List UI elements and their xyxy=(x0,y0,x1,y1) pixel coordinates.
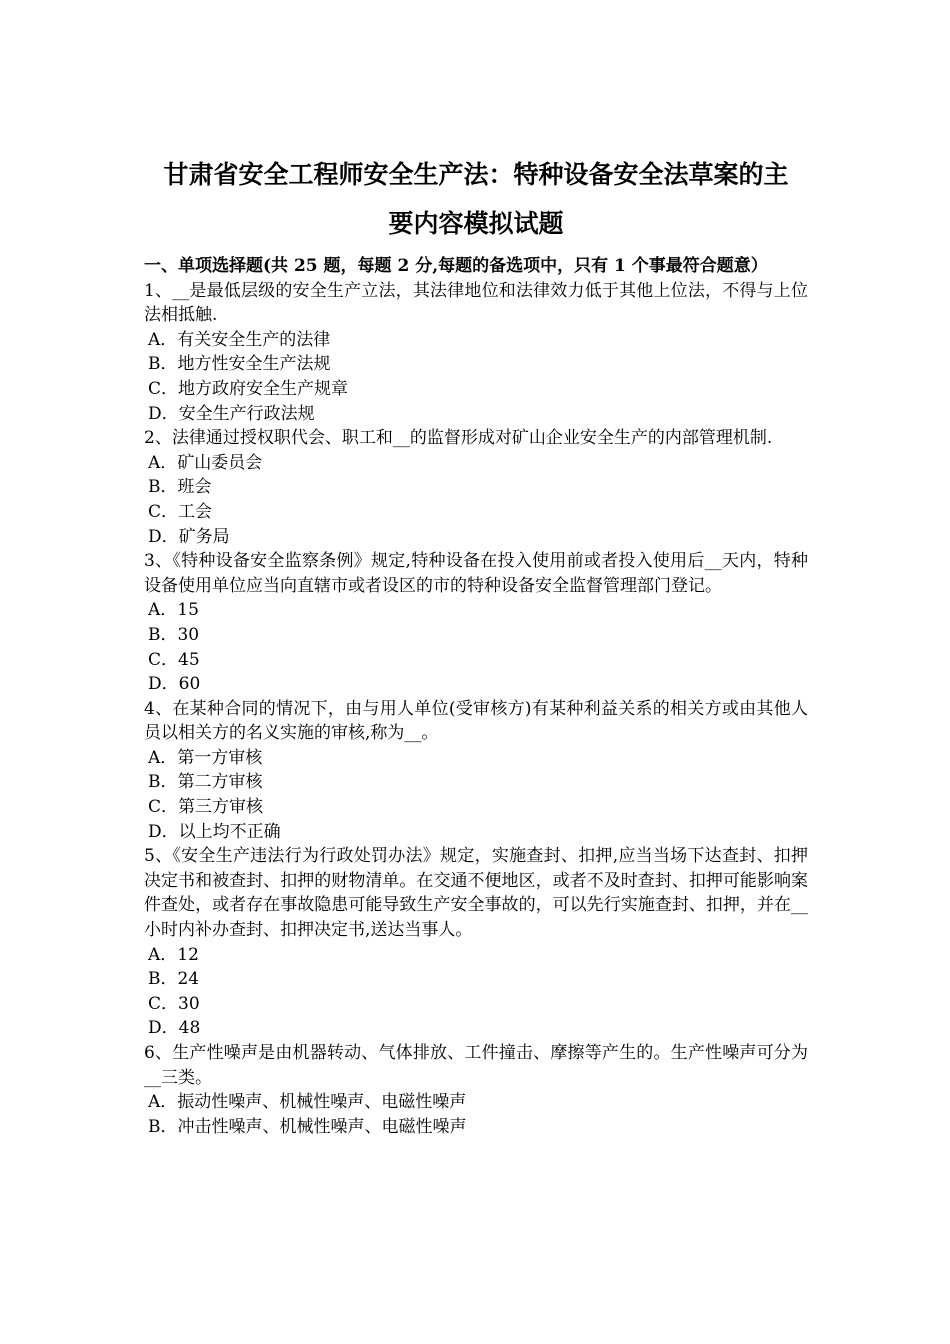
question-item-4 xyxy=(144,697,808,845)
option-a: A．15 xyxy=(148,600,199,621)
question-stem: 1、__是最低层级的安全生产立法，其法律地位和法律效力低于其他上位法，不得与上位法相抵触. xyxy=(144,280,808,326)
option-d: D．以上均不正确 xyxy=(148,821,281,842)
question-stem: 2、法律通过授权职代会、职工和__的监督形成对矿山企业安全生产的内部管理机制. xyxy=(144,428,773,449)
option-c: C．第三方审核 xyxy=(148,797,264,818)
question-item-5 xyxy=(144,844,808,1041)
option-c: C．工会 xyxy=(148,501,213,522)
option-b: B．冲击性噪声、机械性噪声、电磁性噪声 xyxy=(148,1116,467,1137)
question-stem: 3、《特种设备安全监察条例》规定,特种设备在投入使用前或者投入使用后__天内，特种设备使用单位应当向直辖市或者设区的市的特种设备安全监督管理部门登记。 xyxy=(144,551,808,596)
option-a: A．矿山委员会 xyxy=(148,452,263,473)
question-stem: 4、在某种合同的情况下，由与用人单位(受审核方)有某种利益关系的相关方或由其他人员以相关方的名义实施的审核,称为__。 xyxy=(144,698,808,744)
option-c: C．地方政府安全生产规章 xyxy=(148,378,349,399)
option-b: B．班会 xyxy=(148,477,212,498)
option-d: D．60 xyxy=(148,674,201,695)
option-b: B．24 xyxy=(148,969,200,990)
title-line-2: 要内容模拟试题 xyxy=(388,209,564,238)
option-a: A．12 xyxy=(148,944,199,965)
option-a: A．振动性噪声、机械性噪声、电磁性噪声 xyxy=(148,1092,467,1113)
option-d: D．矿务局 xyxy=(148,526,230,547)
option-b: B．地方性安全生产法规 xyxy=(148,354,331,375)
option-d: D．安全生产行政法规 xyxy=(148,403,315,424)
title-line-1: 甘肃省安全工程师安全生产法：特种设备安全法草案的主 xyxy=(163,160,789,189)
option-b: B．第二方审核 xyxy=(148,772,263,793)
document-title xyxy=(144,150,808,248)
option-a: A．第一方审核 xyxy=(148,747,263,768)
question-item-2 xyxy=(144,426,808,549)
question-stem: 5、《安全生产违法行为行政处罚办法》规定，实施查封、扣押,应当当场下达查封、扣押决定书和被查封、扣押的财物清单。在交通不便地区，或者不及时查封、扣押可能影响案件查处，或者存在事故隐患可能导致生产安全事故的，可以先行实施查封、扣押，并在__小时内补办查封、扣押决定书,送达当事人。 xyxy=(144,846,808,941)
option-c: C．45 xyxy=(148,649,200,670)
question-item-3 xyxy=(144,549,808,697)
section-heading: 一、单项选择题(共 25 题，每题 2 分,每题的备选项中，只有 1 个事最符合题意） xyxy=(144,256,768,276)
option-d: D．48 xyxy=(148,1018,201,1039)
option-c: C．30 xyxy=(148,993,200,1014)
document-page xyxy=(144,150,808,1139)
question-item-1 xyxy=(144,279,808,427)
question-list xyxy=(144,279,808,1140)
option-b: B．30 xyxy=(148,624,200,645)
option-a: A．有关安全生产的法律 xyxy=(148,329,331,350)
question-stem: 6、生产性噪声是由机器转动、气体排放、工件撞击、摩擦等产生的。生产性噪声可分为__三类。 xyxy=(144,1043,808,1088)
question-item-6 xyxy=(144,1041,808,1139)
